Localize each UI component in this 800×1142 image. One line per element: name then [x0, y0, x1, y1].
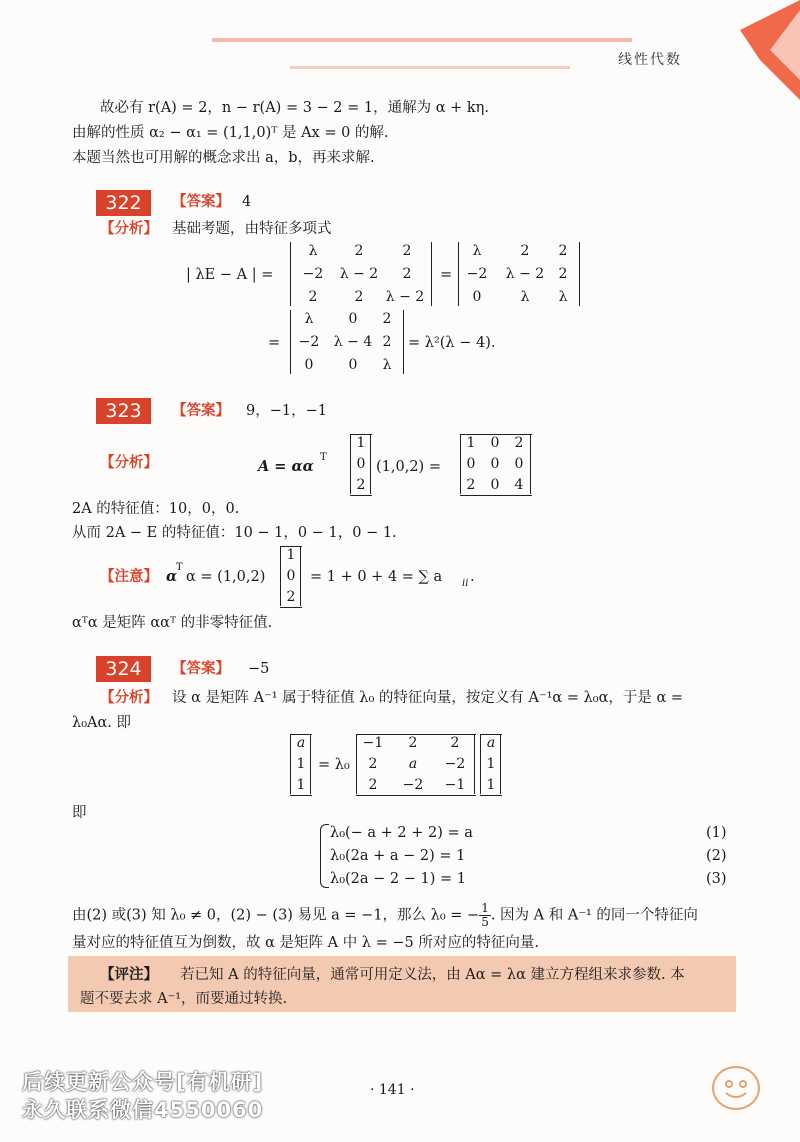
note-transpose: T	[176, 562, 183, 573]
mat-cell: 4	[514, 477, 524, 493]
result-matrix	[460, 434, 531, 494]
watermark-line-1: 后续更新公众号[有机研]	[22, 1070, 264, 1094]
mat-cell: −1	[362, 735, 384, 751]
vec-cell: 1	[296, 777, 306, 793]
det2-cell: 2	[558, 266, 568, 282]
det1-cell: −2	[302, 266, 324, 282]
intro-line-2: 由解的性质 α₂ − α₁ = (1,1,0)ᵀ 是 Ax = 0 的解.	[72, 125, 389, 141]
det1-cell: 2	[354, 243, 364, 259]
answer-value: 4	[242, 194, 252, 210]
det2-cell: λ	[472, 243, 482, 259]
question-number-324: 324	[96, 656, 151, 682]
book-title: 线性代数	[618, 52, 682, 68]
column-vector-sides	[350, 434, 371, 494]
mat-cell: 0	[466, 456, 476, 472]
det1-cell: 2	[308, 289, 318, 305]
vec-cell: 1	[486, 777, 496, 793]
answer-value: −5	[248, 661, 270, 677]
smiley-logo-icon	[712, 1066, 760, 1110]
determinant-3	[290, 310, 404, 374]
note-vector	[280, 546, 301, 606]
fraction	[479, 902, 491, 929]
vec-cell: 0	[286, 568, 296, 584]
mat-cell: a	[408, 756, 418, 772]
system-eq-3: λ₀(2a − 2 − 1) = 1	[330, 871, 466, 887]
det2-cell: 2	[558, 243, 568, 259]
analysis-line-2: λ₀Aα. 即	[72, 715, 131, 731]
mat-cell: 2	[408, 735, 418, 751]
vec-cell: 1	[486, 756, 496, 772]
system-eq-1: λ₀(− a + 2 + 2) = a	[330, 825, 473, 841]
analysis-text: 基础考题，由特征多项式	[172, 221, 332, 237]
conclusion-part-a: 由(2) 或(3) 知 λ₀ ≠ 0，(2) − (3) 易见 a = −1，那么 λ₀ = −	[72, 907, 480, 924]
determinant-lhs: | λE − A | =	[186, 267, 274, 283]
mat-cell: 2	[514, 435, 524, 451]
analysis-tag: 【分析】	[100, 689, 158, 706]
det1-cell: λ − 2	[339, 266, 379, 282]
vec-cell: 0	[356, 456, 366, 472]
det2-cell: 0	[472, 289, 482, 305]
ji-label: 即	[72, 805, 87, 821]
matrix-A	[356, 734, 475, 794]
det3-cell: λ	[382, 357, 392, 373]
mat-cell: −2	[444, 756, 466, 772]
mat-cell: 0	[514, 456, 524, 472]
det3-cell: −2	[298, 334, 320, 350]
det1-cell: λ	[308, 243, 318, 259]
det1-cell: 2	[354, 289, 364, 305]
transpose-mark: T	[320, 452, 327, 463]
det2-cell: −2	[466, 266, 488, 282]
mat-cell: 1	[466, 435, 476, 451]
det3-cell: 0	[348, 311, 358, 327]
det1-cell: 2	[402, 243, 412, 259]
analysis-tag: 【分析】	[100, 220, 158, 237]
answer-value: 9，−1，−1	[246, 403, 327, 419]
answer-tag: 【答案】	[172, 193, 230, 210]
fraction-numerator: 1	[481, 901, 489, 915]
note-product: α = (1,0,2)	[186, 569, 266, 585]
note-alpha: α	[166, 568, 178, 585]
eq-label-3: (3)	[706, 871, 727, 887]
det3-cell: 2	[382, 311, 392, 327]
mat-cell: 2	[450, 735, 460, 751]
det3-cell: λ − 4	[333, 334, 373, 350]
equals-sign: =	[440, 267, 453, 283]
det3-cell: 2	[382, 334, 392, 350]
answer-tag: 【答案】	[172, 402, 230, 419]
vec-cell: 1	[286, 547, 296, 563]
note-period: .	[470, 569, 475, 585]
note-sum: = 1 + 0 + 4 = ∑ a	[310, 569, 443, 585]
determinant-2	[458, 242, 580, 306]
matrix-lhs: A = αα	[258, 458, 314, 475]
det3-cell: 0	[348, 357, 358, 373]
determinant-result: = λ²(λ − 4).	[408, 335, 496, 351]
vec-cell: 2	[286, 589, 296, 605]
question-number-323: 323	[96, 398, 151, 424]
vec-a	[290, 734, 311, 794]
eigen-line-2: 从而 2A − E 的特征值：10 − 1，0 − 1，0 − 1.	[72, 525, 397, 541]
vec-cell: a	[296, 735, 306, 751]
mat-cell: 0	[490, 456, 500, 472]
fraction-denominator: 5	[481, 915, 489, 929]
mat-cell: 2	[368, 777, 378, 793]
mat-cell: −2	[402, 777, 424, 793]
mat-cell: 0	[490, 477, 500, 493]
answer-tag: 【答案】	[172, 660, 230, 677]
vec-a-right	[480, 734, 501, 794]
mat-cell: 0	[490, 435, 500, 451]
determinant-1	[290, 242, 432, 306]
det2-cell: λ	[520, 289, 530, 305]
equals-lambda: = λ₀	[318, 757, 350, 773]
equals-sign: =	[268, 335, 281, 351]
analysis-line-1: 设 α 是矩阵 A⁻¹ 属于特征值 λ₀ 的特征向量，按定义有 A⁻¹α = λ₀α，于是 α =	[172, 690, 684, 706]
vec-cell: 1	[296, 756, 306, 772]
eigen-line-1: 2A 的特征值：10，0，0.	[72, 501, 240, 517]
vec-cell: 1	[356, 435, 366, 451]
det2-cell: λ	[558, 289, 568, 305]
vec-cell: 2	[356, 477, 366, 493]
eq-label-1: (1)	[706, 825, 727, 841]
comment-line-1: 若已知 A 的特征向量，通常可用定义法，由 Aα = λα 建立方程组来求参数. 本	[180, 967, 685, 983]
conclusion-part-b: . 因为 A 和 A⁻¹ 的同一个特征向	[490, 907, 698, 924]
system-brace	[320, 824, 329, 888]
system-eq-2: λ₀(2a + a − 2) = 1	[330, 848, 466, 864]
analysis-tag: 【分析】	[100, 454, 158, 471]
header-rule	[212, 38, 632, 42]
page-number: · 141 ·	[370, 1082, 415, 1098]
det2-cell: λ − 2	[505, 266, 545, 282]
det2-cell: 2	[520, 243, 530, 259]
comment-tag: 【评注】	[100, 966, 158, 983]
conclusion-line-1	[72, 902, 698, 929]
det1-cell: λ − 2	[385, 289, 425, 305]
det3-cell: 0	[304, 357, 314, 373]
intro-line-1: 故必有 r(A) = 2，n − r(A) = 3 − 2 = 1，通解为 α + kη.	[100, 100, 489, 116]
header-rule-2	[290, 66, 570, 69]
eigen-line-3: αᵀα 是矩阵 ααᵀ 的非零特征值.	[72, 615, 273, 631]
intro-line-3: 本题当然也可用解的概念求出 a，b，再来求解.	[72, 150, 375, 166]
smiley-icon	[714, 1068, 758, 1108]
comment-line-2: 题不要去求 A⁻¹，而要通过转换.	[80, 991, 288, 1007]
question-number-322: 322	[96, 190, 151, 216]
mat-cell: −1	[444, 777, 466, 793]
det1-cell: 2	[402, 266, 412, 282]
note-subscript: ii	[462, 578, 469, 589]
vec-cell: a	[486, 735, 496, 751]
note-tag: 【注意】	[100, 568, 158, 585]
row-vector: (1,0,2) =	[376, 459, 441, 475]
mat-cell: 2	[368, 756, 378, 772]
det3-cell: λ	[304, 311, 314, 327]
conclusion-line-2: 量对应的特征值互为倒数，故 α 是矩阵 A 中 λ = −5 所对应的特征向量.	[72, 935, 539, 951]
mat-cell: 2	[466, 477, 476, 493]
eq-label-2: (2)	[706, 848, 727, 864]
corner-arrow-icon	[730, 0, 800, 100]
watermark-line-2: 永久联系微信4550060	[22, 1098, 264, 1122]
